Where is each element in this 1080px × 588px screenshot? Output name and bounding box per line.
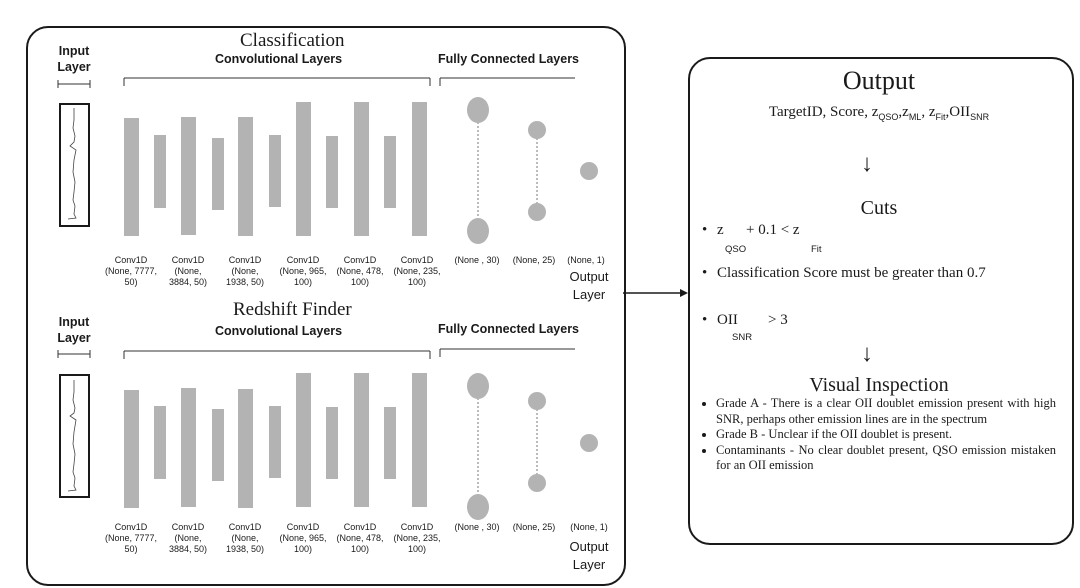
conv-layer bbox=[154, 406, 166, 479]
output-title: Output bbox=[842, 66, 916, 95]
input-spectrum bbox=[60, 375, 89, 497]
fc-layers-title: Fully Connected Layers bbox=[438, 52, 580, 66]
conv-layer bbox=[326, 407, 338, 479]
output-layer-label: Output Layer bbox=[569, 539, 609, 572]
sub-qso: QSO bbox=[878, 112, 899, 122]
cut3-rest: > 3 bbox=[768, 312, 788, 328]
conv-layer bbox=[269, 406, 281, 478]
conv-layer bbox=[296, 373, 311, 507]
output-node bbox=[580, 434, 598, 452]
conv-layer bbox=[354, 373, 369, 507]
cut1-sub-qso: QSO bbox=[725, 244, 747, 255]
bullet: • bbox=[702, 265, 708, 281]
cut-item-2 bbox=[702, 265, 986, 282]
conv-layer bbox=[212, 409, 224, 481]
conv-label: Conv1D (None, 7777, 50) bbox=[104, 255, 158, 287]
cut1-z: z bbox=[717, 222, 724, 238]
fc-node bbox=[467, 494, 489, 520]
cut1-sub-fit: Fit bbox=[811, 244, 822, 255]
conv-label: Conv1D (None, 3884, 50) bbox=[168, 255, 208, 287]
fc-node bbox=[467, 373, 489, 399]
conv-layer bbox=[384, 407, 396, 479]
input-layer-label: Input Layer bbox=[57, 44, 91, 74]
conv-label: Conv1D (None, 965, 100) bbox=[279, 522, 327, 554]
fields-mid1: ,z bbox=[898, 104, 909, 120]
down-arrow-icon: ↓ bbox=[861, 340, 873, 367]
conv-layer bbox=[124, 390, 139, 508]
conv-label: Conv1D (None, 1938, 50) bbox=[225, 522, 265, 554]
sub-snr: SNR bbox=[970, 112, 990, 122]
fields-mid2: , z bbox=[921, 104, 936, 120]
output-fields bbox=[688, 104, 1070, 122]
conv-label: Conv1D (None, 478, 100) bbox=[336, 255, 384, 287]
conv-label: Conv1D (None, 1938, 50) bbox=[225, 255, 265, 287]
conv-layers-title: Convolutional Layers bbox=[215, 324, 343, 338]
fc-node bbox=[528, 392, 546, 410]
cut3-sub-snr: SNR bbox=[732, 332, 753, 343]
cut-item-1 bbox=[702, 222, 724, 239]
conv-layers-title: Convolutional Layers bbox=[215, 52, 343, 66]
conv-layer bbox=[412, 373, 427, 507]
fc-label: (None , 30) bbox=[454, 255, 500, 265]
fc-label: (None, 25) bbox=[512, 255, 556, 265]
conv-layer bbox=[238, 389, 253, 508]
conv-label: Conv1D (None, 965, 100) bbox=[279, 255, 327, 287]
fc-label: (None, 25) bbox=[512, 522, 556, 532]
cut3-oii: OII bbox=[717, 312, 738, 328]
list-item: • Grade A - There is a clear OII doublet emission present with high SNR, perhaps other emission lines are in the spectrum bbox=[716, 396, 1056, 427]
sub-ml: ML bbox=[908, 112, 922, 122]
sub-fit: Fit bbox=[935, 112, 946, 122]
cut1-mid: + 0.1 < z bbox=[746, 222, 800, 238]
fc-label: (None, 1) bbox=[570, 522, 608, 532]
cut-item-3 bbox=[702, 312, 738, 329]
conv-label: Conv1D (None, 478, 100) bbox=[336, 522, 384, 554]
list-item: • Grade B - Unclear if the OII doublet is present. bbox=[716, 427, 1056, 443]
cuts-title: Cuts bbox=[860, 197, 898, 219]
fields-prefix: TargetID, Score, z bbox=[768, 104, 879, 120]
cut2-text: Classification Score must be greater than 0.7 bbox=[717, 265, 986, 281]
fields-mid3: ,OII bbox=[945, 104, 971, 120]
redshift-title: Redshift Finder bbox=[233, 299, 352, 320]
output-layer-label: Output Layer bbox=[569, 269, 609, 302]
grade-list bbox=[698, 396, 1056, 474]
fc-label: (None , 30) bbox=[454, 522, 500, 532]
fc-node bbox=[528, 474, 546, 492]
visual-inspection-title: Visual Inspection bbox=[809, 374, 949, 396]
conv-label: Conv1D (None, 235, 100) bbox=[393, 522, 441, 554]
conv-label: Conv1D (None, 3884, 50) bbox=[168, 522, 208, 554]
conv-label: Conv1D (None, 235, 100) bbox=[393, 255, 441, 287]
bullet: • bbox=[702, 222, 708, 238]
list-item: • Contaminants - No clear doublet present, QSO emission mistaken for an OII emission bbox=[716, 443, 1056, 474]
input-layer-label: Input Layer bbox=[57, 315, 91, 345]
fc-layers-title: Fully Connected Layers bbox=[438, 322, 580, 336]
bullet: • bbox=[702, 312, 708, 328]
conv-layer bbox=[181, 388, 196, 507]
down-arrow-icon: ↓ bbox=[861, 150, 873, 177]
conv-label: Conv1D (None, 7777, 50) bbox=[104, 522, 158, 554]
fc-label: (None, 1) bbox=[567, 255, 605, 265]
classification-title: Classification bbox=[240, 30, 345, 51]
